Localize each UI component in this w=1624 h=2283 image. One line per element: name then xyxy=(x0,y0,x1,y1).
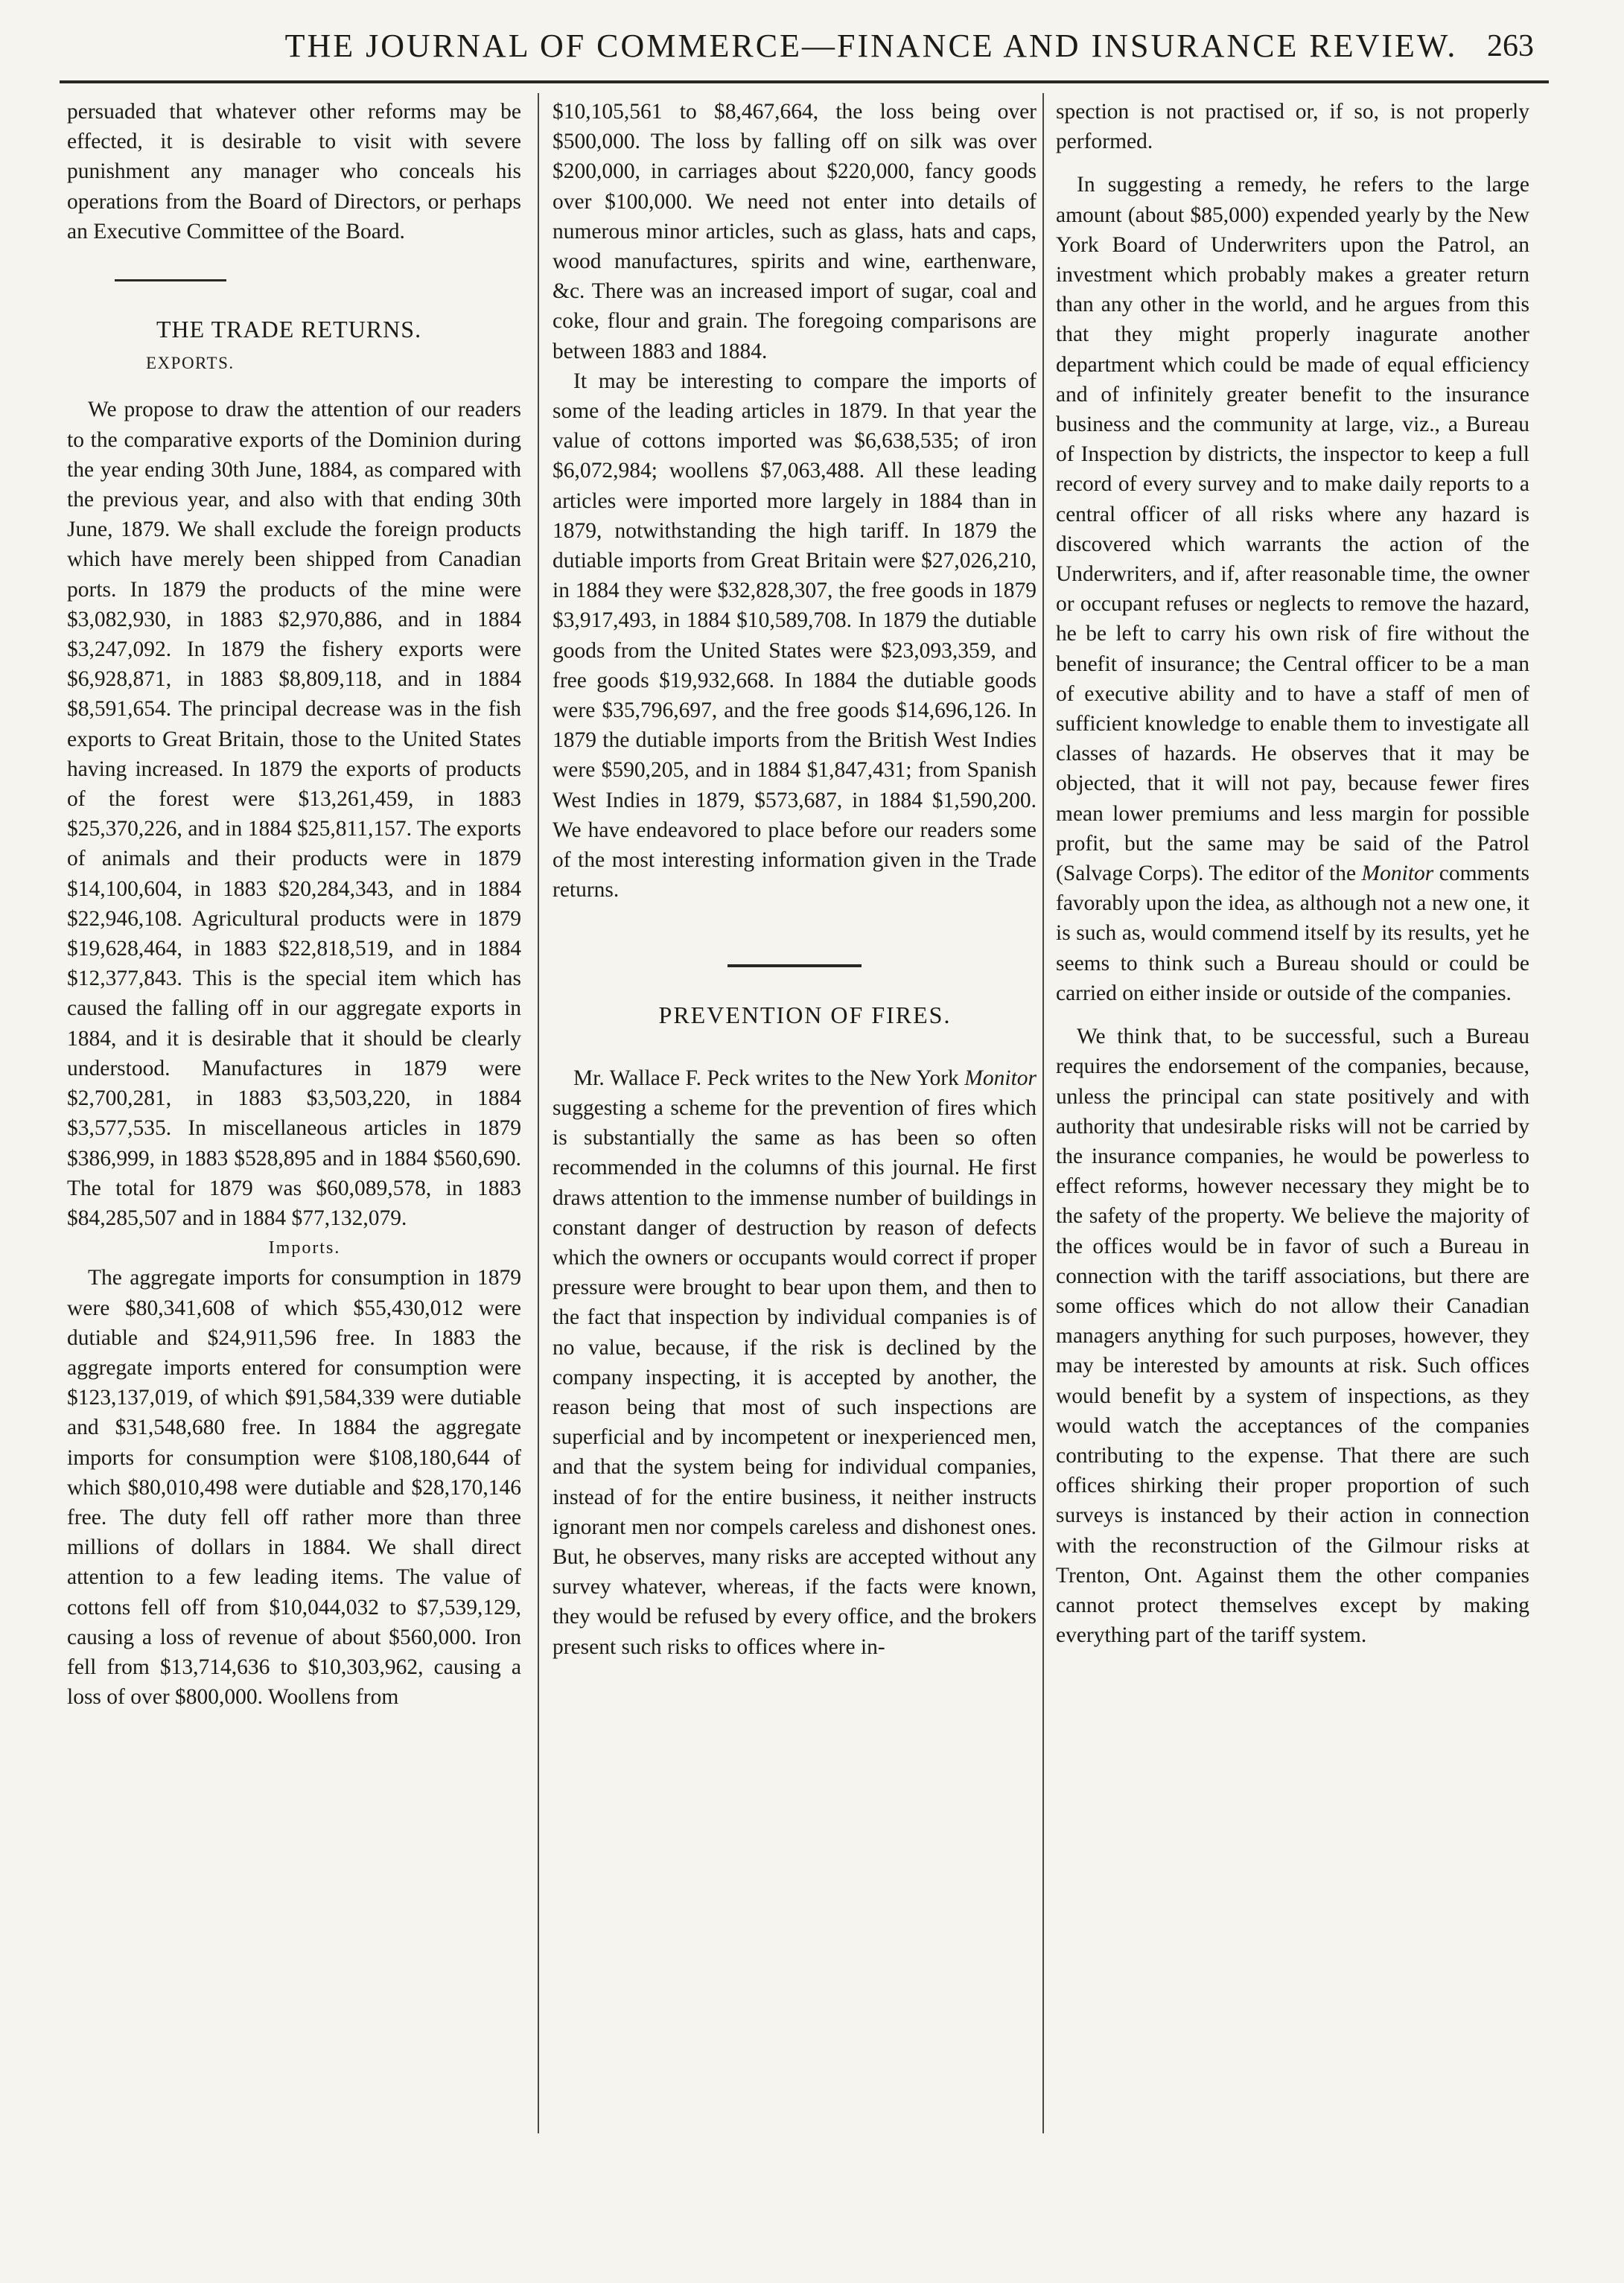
column-left xyxy=(67,97,521,1712)
text-run: comments favorably upon the idea, as although not a new one, it is such as, would commend itself by its results, yet he seems to think such a Bureau should or could be carried on either inside or outside of the companies. xyxy=(1056,862,1529,1005)
paragraph-peck-scheme xyxy=(553,1063,1037,1662)
italic-run: Monitor xyxy=(1361,862,1434,886)
paragraph-remedy xyxy=(1056,170,1529,1008)
continued-paragraph: persuaded that whatever other reforms may be effected, it is desirable to visit with severe punishment any manager who conceals his operations from the Board of Directors, or perhaps an Executive Committee of the Board. xyxy=(67,100,521,243)
text-run: suggesting a scheme for the prevention of fires which is substantially the same as has been so often recommended in the columns of this journal. He first draws attention to the immense number of buildings in constant danger of destruction by reason of defects which the owners or occupants would correct if proper pressure were brought to bear upon them, and then to the fact that inspection by individual companies is of no value, because, if the risk is declined by the company inspecting, it is accepted by another, the reason being that most of such inspections are superficial and by incompetent or inexperienced men, and that the system being for individual companies, instead of for the entire business, it neither instructs ignorant men nor compels careless and dishonest ones. But, he observes, many risks are accepted without any survey whatever, whereas, if the facts were known, they would be refused by every office, and the brokers present such risks to offices where in- xyxy=(553,1095,1037,1659)
header-rule xyxy=(60,80,1549,83)
section-title-prevention-of-fires: PREVENTION OF FIRES. xyxy=(658,1002,952,1029)
continued-paragraph: spection is not practised or, if so, is not properly performed. xyxy=(1056,100,1529,154)
column-divider xyxy=(1042,93,1044,2133)
continued-paragraph: $10,105,561 to $8,467,664, the loss being over $500,000. The loss by falling off on silk was over $200,000, in carriages about $220,000, fancy goods over $100,000. We need not enter into details of numerous minor articles, such as glass, hats and caps, wood manufactures, spirits and wine, earthenware, &c. There was an increased import of sugar, coal and coke, flour and grain. The foregoing comparisons are between 1883 and 1884. xyxy=(553,100,1037,363)
subheading-imports: Imports. xyxy=(268,1238,341,1258)
italic-run: Monitor xyxy=(964,1066,1037,1090)
column-right xyxy=(1056,97,1529,1650)
journal-title: THE JOURNAL OF COMMERCE—FINANCE AND INSURANCE REVIEW. xyxy=(284,28,1458,64)
text-run: In suggesting a remedy, he refers to the large amount (about $85,000) expended yearly by the New York Board of Underwriters upon the Patrol, an investment which probably makes a greater return than any other in the world, and he argues from this that they might properly inagurate another department which could be made of equal efficiency and of infinitely greater benefit to the insurance business and the community at large, viz., a Bureau of Inspection by districts, the inspector to keep a full record of every survey and to make daily reports to a central officer of all risks where any hazard is discovered which warrants the action of the Underwriters, and if, after reasonable time, the owner or occupant refuses or neglects to remove the hazard, he be left to carry his own risk of fire without the benefit of insurance; the Central officer to be a man of executive ability and to have a staff of men of sufficient knowledge to enable them to investigate all classes of hazards. He observes that it may be objected, that it will not pay, because fewer fires mean lower premiums and less margin for possible profit, but the same may be said of the Patrol (Salvage Corps). The editor of the xyxy=(1056,173,1529,886)
paragraph-exports: We propose to draw the attention of our readers to the comparative exports of the Dominion during the year ending 30th June, 1884, as compared with the previous year, and also with that ending 30th June, 1879. We shall exclude the foreign products which have merely been shipped from Canadian ports. In 1879 the products of the mine were $3,082,930, in 1883 $2,970,886, and in 1884 $3,247,092. In 1879 the fishery exports were $6,928,871, in 1883 $8,809,118, and in 1884 $8,591,654. The principal decrease was in the fish exports to Great Britain, those to the United States having increased. In 1879 the exports of products of the forest were $13,261,459, in 1883 $25,370,226, and in 1884 $25,811,157. The exports of animals and their products were in 1879 $14,100,604, in 1883 $20,284,343, and in 1884 $22,946,108. Agricultural products were in 1879 $19,628,464, in 1883 $22,818,519, and in 1884 $12,377,843. This is the special item which has caused the falling off in our aggregate exports in 1884, and it is desirable that it should be clearly understood. Manufactures in 1879 were $2,700,281, in 1883 $3,503,220, in 1884 $3,577,535. In miscellaneous articles in 1879 $386,999, in 1883 $528,895 and in 1884 $560,690. The total for 1879 was $60,089,578, in 1883 $84,285,507 and in 1884 $77,132,079. xyxy=(67,398,521,1230)
paragraph-bureau: We think that, to be successful, such a Bureau requires the endorsement of the companies, because, unless the principal can state positively and with authority that undesirable risks will not be carried by the insurance companies, he would be powerless to effect reforms, however necessary they might be to the safety of the property. We believe the majority of the offices would be in favor of such a Bureau in connection with the tariff associations, but there are some offices which do not allow their Canadian managers anything for such purposes, however, they may be interested by amounts at risk. Such offices would benefit by a system of inspections, as they would watch the acceptances of the companies contributing to the expense. That there are such offices shirking their proper proportion of such surveys is instanced by their action in connection with the reconstruction of the Gilmour risks at Trenton, Ont. Against them the other companies cannot protect themselves except by making everything part of the tariff system. xyxy=(1056,1025,1529,1648)
column-middle xyxy=(553,97,1037,1662)
subheading-exports: EXPORTS. xyxy=(146,354,235,373)
column-divider xyxy=(538,93,539,2133)
section-title-trade-returns: THE TRADE RETURNS. xyxy=(156,316,422,343)
text-run: Mr. Wallace F. Peck writes to the New York xyxy=(573,1066,965,1090)
paragraph-comparison: It may be interesting to compare the imports of some of the leading articles in 1879. In that year the value of cottons imported was $6,638,535; of iron $6,072,984; woollens $7,063,488. All these leading articles were imported more largely in 1884 than in 1879, notwithstanding the high tariff. In 1879 the dutiable imports from Great Britain were $27,026,210, in 1884 they were $32,828,307, the free goods in 1879 $3,917,493, in 1884 $10,589,708. In 1879 the dutiable goods from the United States were $23,093,359, and free goods $19,932,668. In 1884 the dutiable goods were $35,796,697, and the free goods $14,696,126. In 1879 the dutiable imports from the British West Indies were $590,205, and in 1884 $1,847,431; from Spanish West Indies in 1879, $573,687, in 1884 $1,590,200. We have endeavored to place before our readers some of the most interesting information given in the Trade returns. xyxy=(553,369,1037,902)
paragraph-imports: The aggregate imports for consumption in 1879 were $80,341,608 of which $55,430,012 were dutiable and $24,911,596 free. In 1883 the aggregate imports entered for consumption were $123,137,019, of which $91,584,339 were dutiable and $31,548,680 free. In 1884 the aggregate imports for consumption were $108,180,644 of which $80,010,498 were dutiable and $28,170,146 free. The duty fell off rather more than three millions of dollars in 1884. We shall direct attention to a few leading items. The value of cottons fell off from $10,044,032 to $7,539,129, causing a loss of revenue of about $560,000. Iron fell from $13,714,636 to $10,303,962, causing a loss of over $800,000. Woollens from xyxy=(67,1266,521,1710)
running-head xyxy=(60,27,1564,71)
page-number: 263 xyxy=(1487,29,1534,63)
